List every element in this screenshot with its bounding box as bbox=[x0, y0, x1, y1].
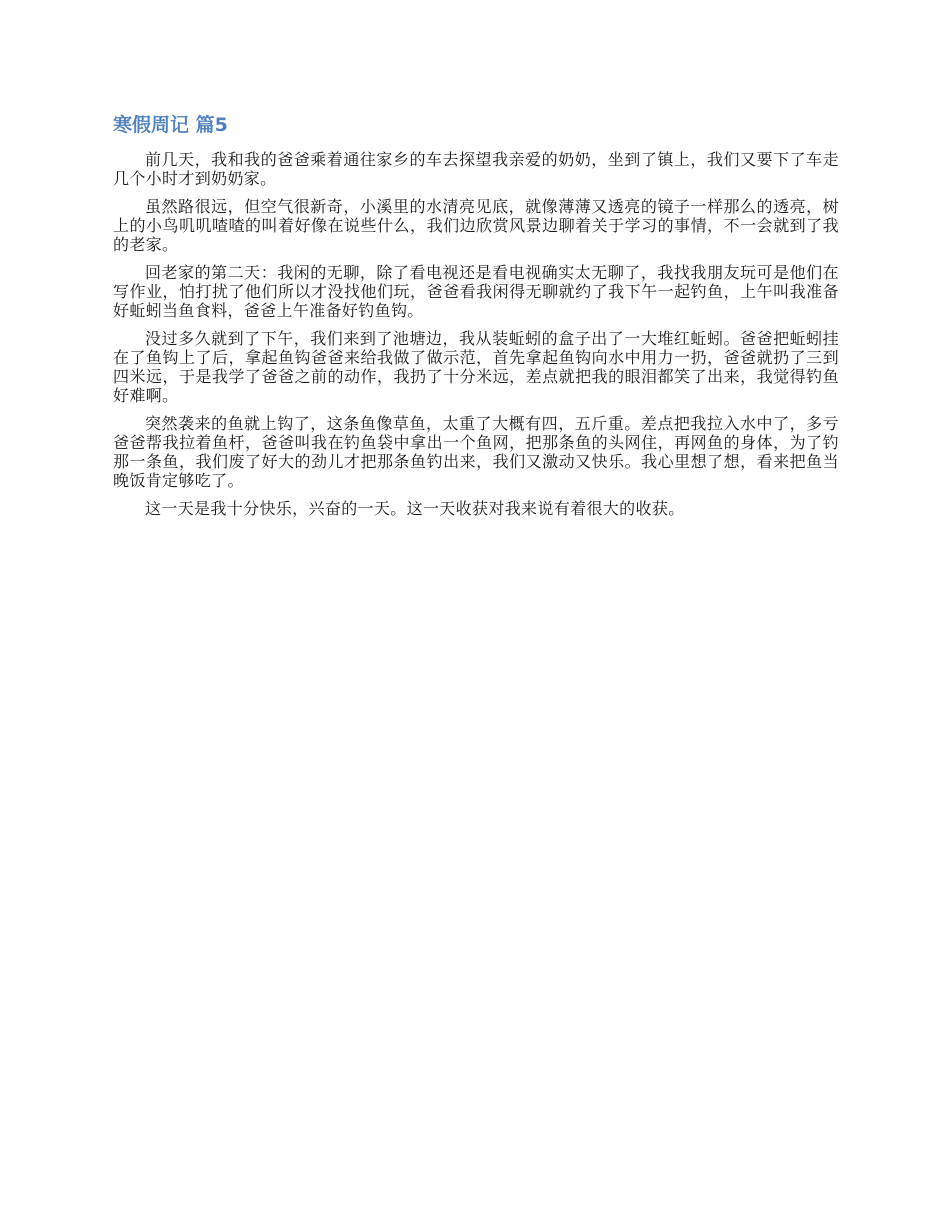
document-title: 寒假周记 篇5 bbox=[113, 114, 228, 136]
paragraph-5: 突然袭来的鱼就上钩了，这条鱼像草鱼，太重了大概有四，五斤重。差点把我拉入水中了，多亏爸爸帮我拉着鱼杆，爸爸叫我在钓鱼袋中拿出一个鱼网，把那条鱼的头网住，再网鱼的身体，为了钓那一条鱼，我们废了好大的劲儿才把那条鱼钓出来，我们又激动又快乐。我心里想了想，看来把鱼当晚饭肯定够吃了。 bbox=[113, 414, 839, 490]
paragraph-4: 没过多久就到了下午，我们来到了池塘边，我从装蚯蚓的盒子出了一大堆红蚯蚓。爸爸把蚯蚓挂在了鱼钩上了后，拿起鱼钩爸爸来给我做了做示范，首先拿起鱼钩向水中用力一扔，爸爸就扔了三到四米远，于是我学了爸爸之前的动作，我扔了十分米远，差点就把我的眼泪都笑了出来，我觉得钓鱼好难啊。 bbox=[113, 329, 839, 405]
paragraph-6: 这一天是我十分快乐，兴奋的一天。这一天收获对我来说有着很大的收获。 bbox=[145, 499, 685, 518]
paragraph-3: 回老家的第二天：我闲的无聊，除了看电视还是看电视确实太无聊了，我找我朋友玩可是他们在写作业，怕打扰了他们所以才没找他们玩，爸爸看我闲得无聊就约了我下午一起钓鱼，上午叫我准备好蚯蚓当鱼食料，爸爸上午准备好钓鱼钩。 bbox=[113, 263, 839, 320]
paragraph-2: 虽然路很远，但空气很新奇，小溪里的水清亮见底，就像薄薄又透亮的镜子一样那么的透亮，树上的小鸟叽叽喳喳的叫着好像在说些什么，我们边欣赏风景边聊着关于学习的事情，不一会就到了我的老家。 bbox=[113, 197, 839, 254]
paragraph-1: 前几天，我和我的爸爸乘着通往家乡的车去探望我亲爱的奶奶，坐到了镇上，我们又要下了车走几个小时才到奶奶家。 bbox=[113, 150, 839, 188]
document-body bbox=[113, 112, 839, 527]
